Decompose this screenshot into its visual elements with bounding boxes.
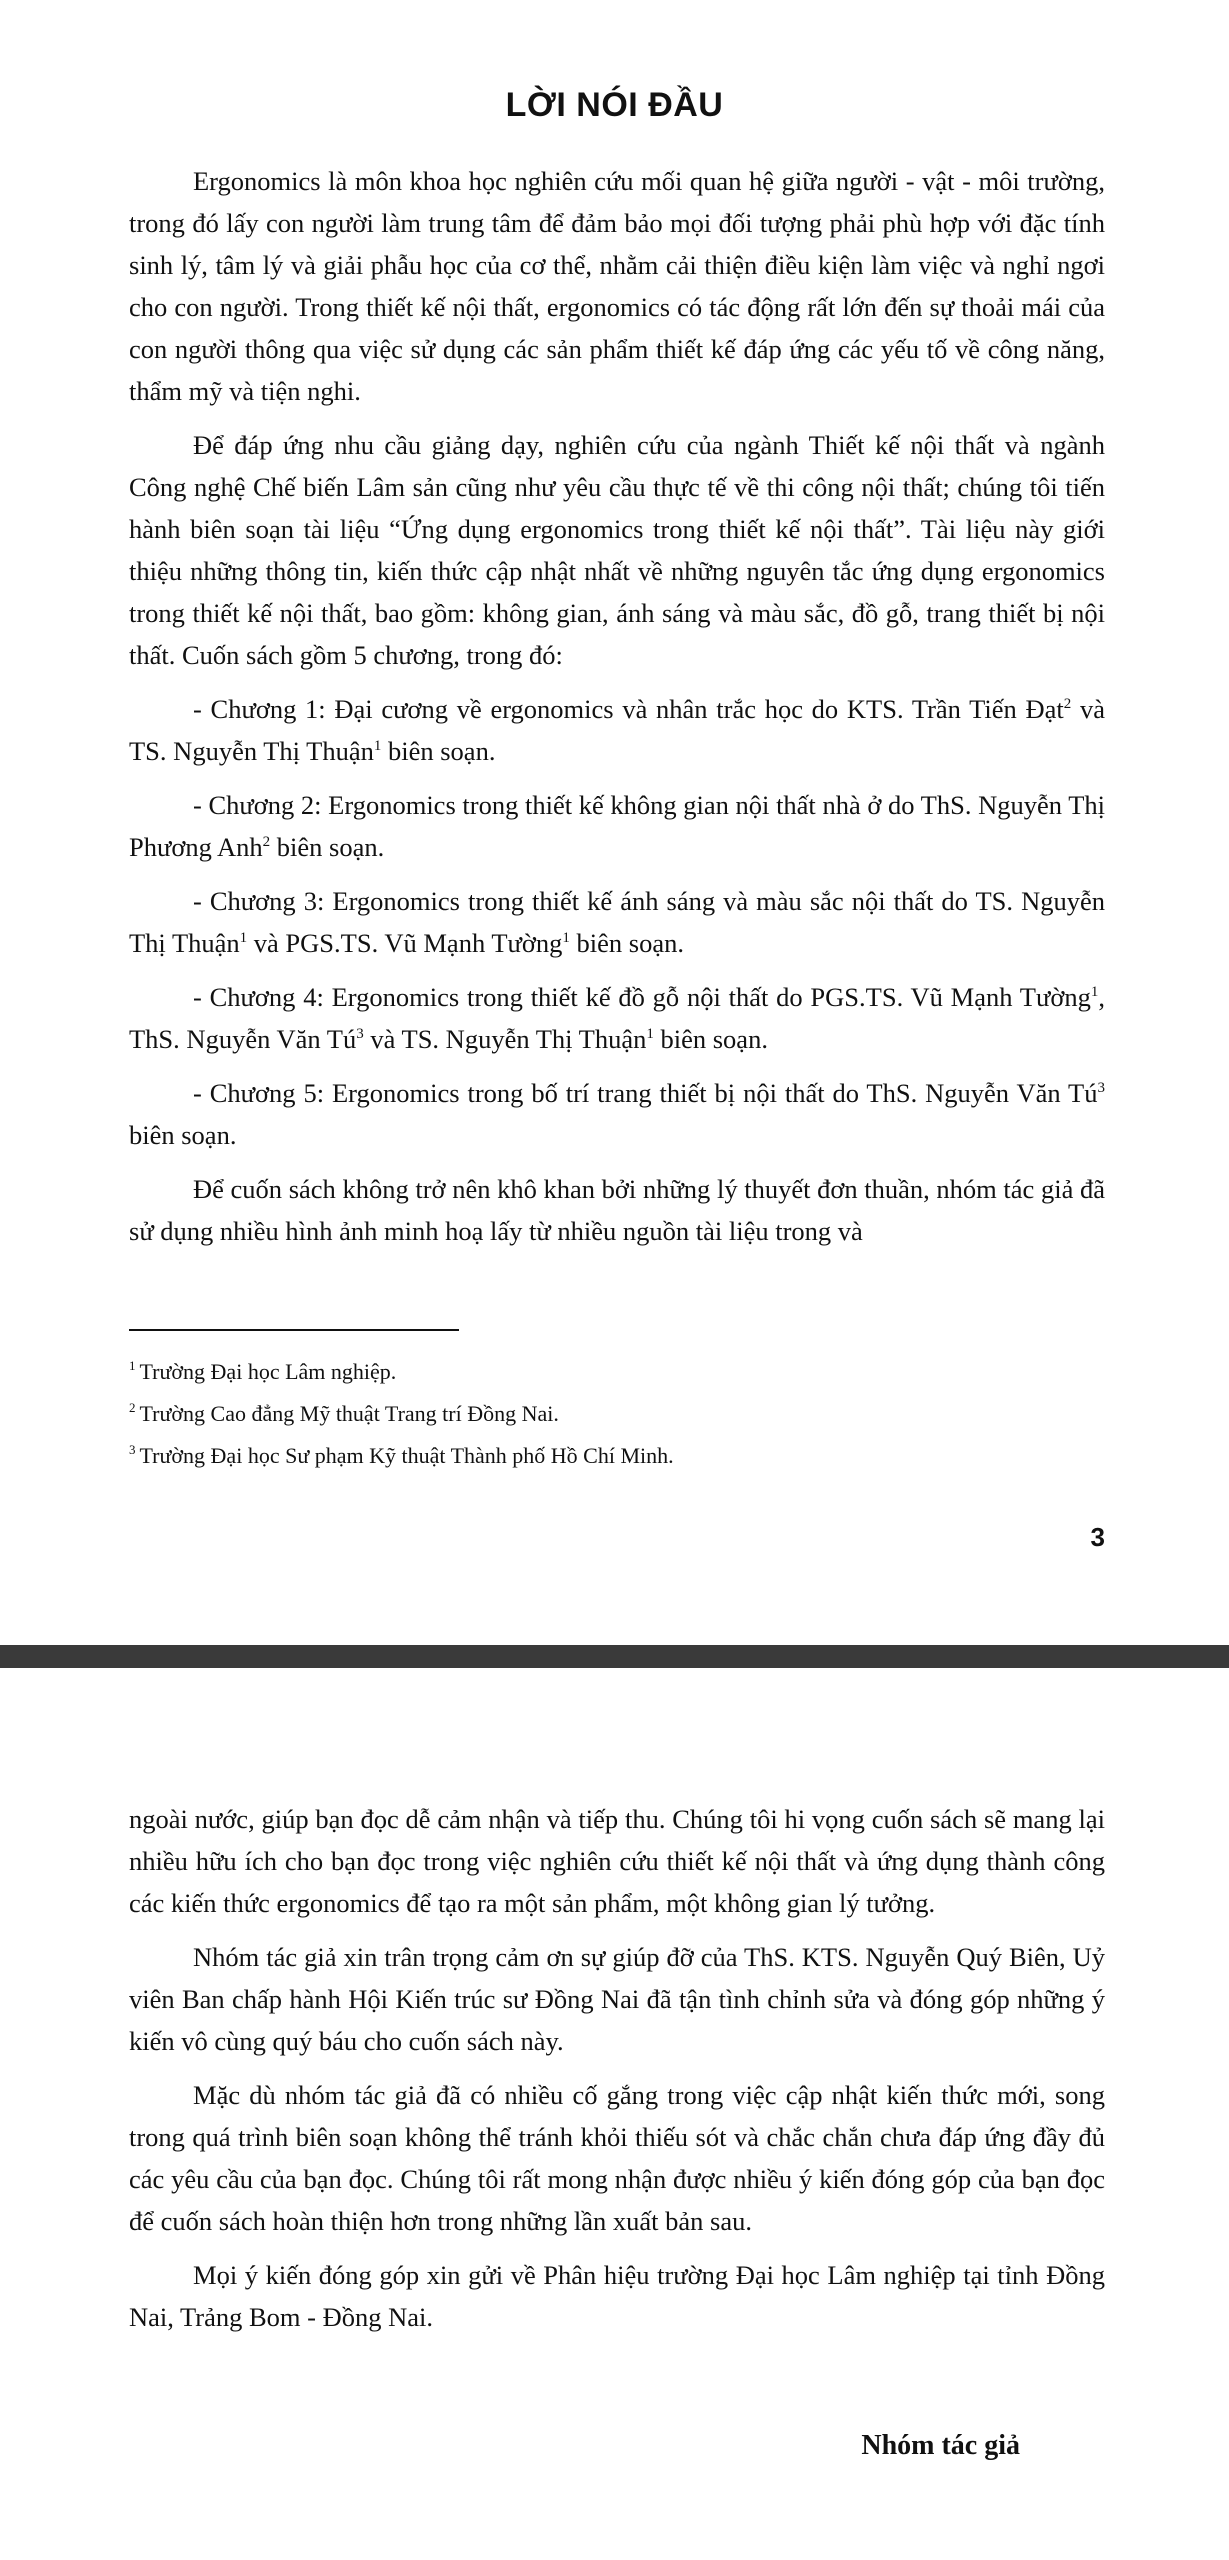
- chapter-4-text-b: , ThS. Nguyễn Văn Tú: [129, 982, 1105, 1054]
- page-4: [0, 1668, 1229, 2560]
- chapter-1-line: [129, 688, 1105, 772]
- footnote-3: [129, 1435, 1105, 1477]
- chapter-1-text-b: và TS. Nguyễn Thị Thuận: [129, 694, 1105, 766]
- chapter-4-text-d: biên soạn.: [653, 1024, 768, 1054]
- footnote-number: 3: [129, 1442, 136, 1457]
- footnote-text: Trường Đại học Sư phạm Kỹ thuật Thành phố Hồ Chí Minh.: [139, 1443, 674, 1468]
- footnote-number: 2: [129, 1400, 136, 1415]
- footnote-separator: [129, 1329, 459, 1331]
- footnote-ref: 1: [239, 930, 248, 946]
- chapter-4-text-a: - Chương 4: Ergonomics trong thiết kế đồ gỗ nội thất do PGS.TS. Vũ Mạnh Tường: [193, 982, 1091, 1012]
- footnote-ref: 2: [1063, 696, 1072, 712]
- chapter-3-line: [129, 880, 1105, 964]
- chapter-3-text-b: và PGS.TS. Vũ Mạnh Tường: [247, 928, 563, 958]
- chapter-1-text-a: - Chương 1: Đại cương về ergonomics và nhân trắc học do KTS. Trần Tiến Đạt: [193, 694, 1064, 724]
- page-title: LỜI NÓI ĐẦU: [505, 86, 724, 124]
- chapter-4-line: [129, 976, 1105, 1060]
- chapter-5-line: [129, 1072, 1105, 1156]
- footnote-ref: 1: [1090, 984, 1099, 1000]
- footnote-ref: 1: [373, 738, 382, 754]
- chapter-5-text-a: - Chương 5: Ergonomics trong bố trí trang thiết bị nội thất do ThS. Nguyễn Văn Tú: [193, 1078, 1098, 1108]
- footnote-text: Trường Cao đẳng Mỹ thuật Trang trí Đồng Nai.: [139, 1401, 559, 1426]
- footnote-1: [129, 1351, 1105, 1393]
- footnote-ref: 3: [356, 1026, 364, 1042]
- footnote-text: Trường Đại học Lâm nghiệp.: [139, 1359, 397, 1384]
- footnote-ref: 1: [562, 930, 570, 946]
- paragraph-acknowledgement: Nhóm tác giả xin trân trọng cảm ơn sự giúp đỡ của ThS. KTS. Nguyễn Quý Biên, Uỷ viên Ban chấp hành Hội Kiến trúc sư Đồng Nai đã tận tình chỉnh sửa và đóng góp những ý kiến vô cùng quý báu cho cuốn sách này.: [129, 1942, 1105, 2056]
- paragraph-illustrations: Để cuốn sách không trở nên khô khan bởi những lý thuyết đơn thuần, nhóm tác giả đã sử dụng nhiều hình ảnh minh hoạ lấy từ nhiều nguồn tài liệu trong và: [129, 1174, 1105, 1246]
- paragraph-intro: Ergonomics là môn khoa học nghiên cứu mối quan hệ giữa người - vật - môi trường, trong đó lấy con người làm trung tâm để đảm bảo mọi đối tượng phải phù hợp với đặc tính sinh lý, tâm lý và giải phẫu học của cơ thể, nhằm cải thiện điều kiện làm việc và nghỉ ngơi cho con người. Trong thiết kế nội thất, ergonomics có tác động rất lớn đến sự thoải mái của con người thông qua việc sử dụng các sản phẩm thiết kế đáp ứng các yếu tố về công năng, thẩm mỹ và tiện nghi.: [129, 166, 1105, 406]
- chapter-5-text-b: biên soạn.: [129, 1120, 237, 1150]
- footnote-number: 1: [129, 1358, 136, 1373]
- page-number: 3: [1090, 1522, 1105, 1552]
- preface-body-page-4: [129, 1798, 1105, 2350]
- footnote-ref: 2: [262, 834, 271, 850]
- footnote-ref: 3: [1097, 1080, 1105, 1096]
- authors-signature: Nhóm tác giả: [861, 2430, 1020, 2461]
- chapter-3-text-a: - Chương 3: Ergonomics trong thiết kế ánh sáng và màu sắc nội thất do TS. Nguyễn Thị Thuận: [129, 886, 1105, 958]
- footnote-2: [129, 1393, 1105, 1435]
- page-separator: [0, 1645, 1229, 1668]
- paragraph-limitations: Mặc dù nhóm tác giả đã có nhiều cố gắng trong việc cập nhật kiến thức mới, song trong quá trình biên soạn không thể tránh khỏi thiếu sót và chắc chắn chưa đáp ứng đầy đủ các yêu cầu của bạn đọc. Chúng tôi rất mong nhận được nhiều ý kiến đóng góp của bạn đọc để cuốn sách hoàn thiện hơn trong những lần xuất bản sau.: [129, 2080, 1105, 2236]
- chapter-3-text-c: biên soạn.: [569, 928, 684, 958]
- chapter-2-line: [129, 784, 1105, 868]
- chapter-2-text-a: - Chương 2: Ergonomics trong thiết kế không gian nội thất nhà ở do ThS. Nguyễn Thị Phương Anh: [129, 790, 1105, 862]
- chapter-4-text-c: và TS. Nguyễn Thị Thuận: [363, 1024, 647, 1054]
- footnotes: [129, 1351, 1105, 1477]
- chapter-1-text-c: biên soạn.: [381, 736, 496, 766]
- paragraph-continuation: ngoài nước, giúp bạn đọc dễ cảm nhận và tiếp thu. Chúng tôi hi vọng cuốn sách sẽ mang lại nhiều hữu ích cho bạn đọc trong việc nghiên cứu thiết kế nội thất và ứng dụng thành công các kiến thức ergonomics để tạo ra một sản phẩm, một không gian lý tưởng.: [129, 1804, 1105, 1918]
- footnote-ref: 1: [646, 1026, 654, 1042]
- preface-body-page-3: [129, 160, 1105, 1264]
- chapter-2-text-b: biên soạn.: [270, 832, 385, 862]
- paragraph-purpose: Để đáp ứng nhu cầu giảng dạy, nghiên cứu của ngành Thiết kế nội thất và ngành Công nghệ Chế biến Lâm sản cũng như yêu cầu thực tế về thi công nội thất; chúng tôi tiến hành biên soạn tài liệu “Ứng dụng ergonomics trong thiết kế nội thất”. Tài liệu này giới thiệu những thông tin, kiến thức cập nhật nhất về những nguyên tắc ứng dụng ergonomics trong thiết kế nội thất, bao gồm: không gian, ánh sáng và màu sắc, đồ gỗ, trang thiết bị nội thất. Cuốn sách gồm 5 chương, trong đó:: [129, 430, 1105, 670]
- paragraph-contact: Mọi ý kiến đóng góp xin gửi về Phân hiệu trường Đại học Lâm nghiệp tại tỉnh Đồng Nai, Trảng Bom - Đồng Nai.: [129, 2260, 1105, 2332]
